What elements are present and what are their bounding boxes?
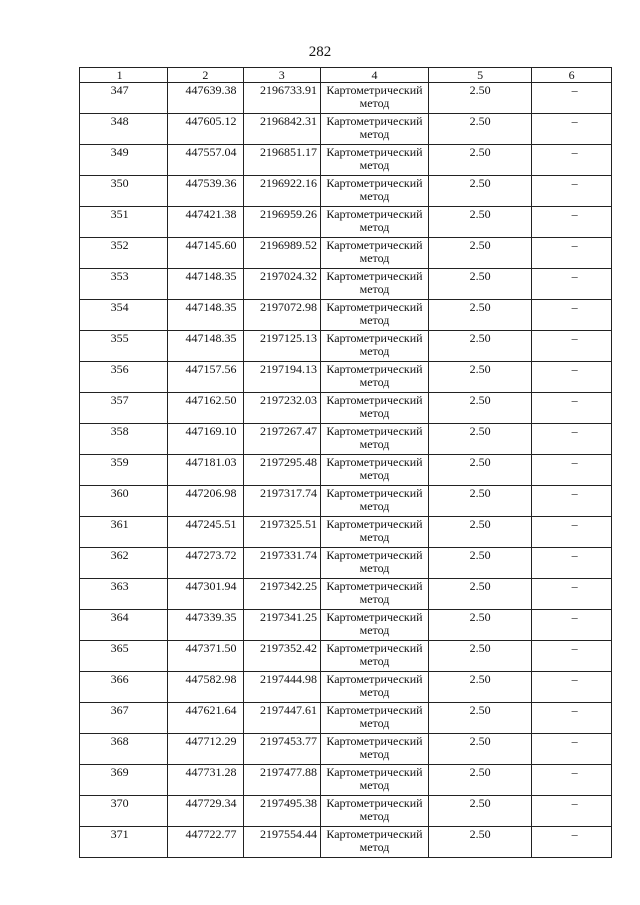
accuracy-value: 2.50 [428,703,531,734]
note-cell [532,207,612,238]
method-line-2: метод [359,158,390,172]
coord-y: 2197317.74 [243,486,320,517]
dash-mark: – [571,548,578,562]
coord-x: 447539.36 [168,176,243,207]
method-line-2: метод [359,685,390,699]
method-line-1: Картометрический [326,579,423,593]
method-line-1: Картометрический [326,548,423,562]
accuracy-value: 2.50 [428,362,531,393]
method-line-2: метод [359,127,390,141]
dash-mark: – [571,83,578,97]
method-cell [320,83,428,114]
method-line-1: Картометрический [326,827,423,841]
coord-x: 447206.98 [168,486,243,517]
point-number: 357 [80,393,168,424]
table-row [80,796,612,827]
method-line-1: Картометрический [326,331,423,345]
method-line-2: метод [359,189,390,203]
coord-y: 2197342.25 [243,579,320,610]
coord-x: 447148.35 [168,331,243,362]
method-cell [320,548,428,579]
method-line-1: Картометрический [326,486,423,500]
point-number: 370 [80,796,168,827]
point-number: 369 [80,765,168,796]
note-cell [532,734,612,765]
dash-mark: – [571,393,578,407]
dash-mark: – [571,176,578,190]
note-cell [532,672,612,703]
method-cell [320,331,428,362]
method-cell [320,176,428,207]
dash-mark: – [571,641,578,655]
method-cell [320,238,428,269]
dash-mark: – [571,362,578,376]
header-col-1: 1 [80,68,168,83]
note-cell [532,269,612,300]
coord-y: 2196842.31 [243,114,320,145]
coord-y: 2196989.52 [243,238,320,269]
point-number: 350 [80,176,168,207]
method-cell [320,765,428,796]
coord-x: 447148.35 [168,269,243,300]
coord-y: 2197495.38 [243,796,320,827]
accuracy-value: 2.50 [428,610,531,641]
table-row [80,393,612,424]
coord-y: 2197352.42 [243,641,320,672]
table-row [80,579,612,610]
method-cell [320,145,428,176]
accuracy-value: 2.50 [428,796,531,827]
table-body [80,83,612,858]
note-cell [532,703,612,734]
point-number: 347 [80,83,168,114]
coord-x: 447722.77 [168,827,243,858]
coord-x: 447557.04 [168,145,243,176]
table-row [80,517,612,548]
dash-mark: – [571,424,578,438]
method-line-2: метод [359,747,390,761]
coord-x: 447145.60 [168,238,243,269]
method-cell [320,455,428,486]
method-line-1: Картометрический [326,796,423,810]
dash-mark: – [571,734,578,748]
coord-x: 447731.28 [168,765,243,796]
accuracy-value: 2.50 [428,486,531,517]
header-col-3: 3 [243,68,320,83]
accuracy-value: 2.50 [428,331,531,362]
method-cell [320,393,428,424]
coord-y: 2197232.03 [243,393,320,424]
method-line-1: Картометрический [326,424,423,438]
dash-mark: – [571,579,578,593]
accuracy-value: 2.50 [428,176,531,207]
coord-y: 2196733.91 [243,83,320,114]
dash-mark: – [571,703,578,717]
method-line-1: Картометрический [326,734,423,748]
accuracy-value: 2.50 [428,393,531,424]
coord-y: 2197024.32 [243,269,320,300]
method-line-2: метод [359,251,390,265]
table-row [80,455,612,486]
coord-y: 2196851.17 [243,145,320,176]
method-line-2: метод [359,499,390,513]
table-row [80,176,612,207]
coord-y: 2197444.98 [243,672,320,703]
note-cell [532,548,612,579]
coord-y: 2197477.88 [243,765,320,796]
point-number: 348 [80,114,168,145]
method-line-1: Картометрический [326,300,423,314]
note-cell [532,114,612,145]
coord-x: 447729.34 [168,796,243,827]
method-line-2: метод [359,220,390,234]
method-cell [320,362,428,393]
method-line-2: метод [359,313,390,327]
table-header [80,68,612,83]
note-cell [532,610,612,641]
point-number: 359 [80,455,168,486]
accuracy-value: 2.50 [428,579,531,610]
table-row [80,300,612,331]
page-number: 282 [308,44,332,60]
accuracy-value: 2.50 [428,827,531,858]
table-row [80,610,612,641]
accuracy-value: 2.50 [428,517,531,548]
table-row [80,548,612,579]
note-cell [532,455,612,486]
note-cell [532,827,612,858]
point-number: 360 [80,486,168,517]
coord-y: 2196922.16 [243,176,320,207]
coord-y: 2197554.44 [243,827,320,858]
method-cell [320,703,428,734]
dash-mark: – [571,796,578,810]
coord-x: 447162.50 [168,393,243,424]
dash-mark: – [571,455,578,469]
coord-x: 447245.51 [168,517,243,548]
coord-x: 447582.98 [168,672,243,703]
coord-y: 2197295.48 [243,455,320,486]
header-col-6: 6 [532,68,612,83]
method-cell [320,672,428,703]
table-row [80,827,612,858]
point-number: 356 [80,362,168,393]
note-cell [532,641,612,672]
point-number: 368 [80,734,168,765]
point-number: 365 [80,641,168,672]
table-row [80,83,612,114]
header-col-4: 4 [320,68,428,83]
coord-y: 2197194.13 [243,362,320,393]
note-cell [532,238,612,269]
point-number: 362 [80,548,168,579]
accuracy-value: 2.50 [428,207,531,238]
table-row [80,672,612,703]
method-cell [320,424,428,455]
accuracy-value: 2.50 [428,455,531,486]
method-line-2: метод [359,344,390,358]
method-line-2: метод [359,623,390,637]
point-number: 352 [80,238,168,269]
accuracy-value: 2.50 [428,269,531,300]
dash-mark: – [571,765,578,779]
method-line-1: Картометрический [326,114,423,128]
point-number: 367 [80,703,168,734]
accuracy-value: 2.50 [428,548,531,579]
table-row [80,703,612,734]
point-number: 358 [80,424,168,455]
note-cell [532,300,612,331]
coord-x: 447301.94 [168,579,243,610]
method-line-1: Картометрический [326,517,423,531]
coord-y: 2196959.26 [243,207,320,238]
table-row [80,207,612,238]
method-line-1: Картометрический [326,83,423,97]
note-cell [532,765,612,796]
point-number: 363 [80,579,168,610]
point-number: 353 [80,269,168,300]
method-cell [320,300,428,331]
dash-mark: – [571,114,578,128]
method-line-2: метод [359,375,390,389]
method-line-2: метод [359,282,390,296]
dash-mark: – [571,672,578,686]
header-col-2: 2 [168,68,243,83]
table-row [80,114,612,145]
coord-y: 2197072.98 [243,300,320,331]
method-line-1: Картометрический [326,765,423,779]
coord-x: 447339.35 [168,610,243,641]
method-line-2: метод [359,809,390,823]
table-row [80,424,612,455]
table-row [80,734,612,765]
method-line-2: метод [359,716,390,730]
coord-x: 447639.38 [168,83,243,114]
method-line-2: метод [359,96,390,110]
note-cell [532,796,612,827]
method-line-1: Картометрический [326,269,423,283]
dash-mark: – [571,238,578,252]
method-line-1: Картометрический [326,641,423,655]
dash-mark: – [571,827,578,841]
method-cell [320,114,428,145]
method-line-1: Картометрический [326,393,423,407]
coord-y: 2197453.77 [243,734,320,765]
point-number: 351 [80,207,168,238]
coord-y: 2197331.74 [243,548,320,579]
note-cell [532,145,612,176]
method-line-1: Картометрический [326,145,423,159]
dash-mark: – [571,517,578,531]
method-cell [320,796,428,827]
accuracy-value: 2.50 [428,83,531,114]
method-line-2: метод [359,840,390,854]
dash-mark: – [571,486,578,500]
dash-mark: – [571,331,578,345]
table-row [80,641,612,672]
method-line-1: Картометрический [326,610,423,624]
dash-mark: – [571,269,578,283]
coord-x: 447169.10 [168,424,243,455]
table-row [80,269,612,300]
table-row [80,331,612,362]
note-cell [532,331,612,362]
coord-x: 447621.64 [168,703,243,734]
coord-y: 2197325.51 [243,517,320,548]
method-cell [320,486,428,517]
method-line-2: метод [359,468,390,482]
coord-y: 2197267.47 [243,424,320,455]
method-cell [320,269,428,300]
coord-y: 2197447.61 [243,703,320,734]
method-line-2: метод [359,406,390,420]
method-line-1: Картометрический [326,238,423,252]
accuracy-value: 2.50 [428,765,531,796]
accuracy-value: 2.50 [428,641,531,672]
table-row [80,486,612,517]
note-cell [532,579,612,610]
coord-x: 447371.50 [168,641,243,672]
accuracy-value: 2.50 [428,114,531,145]
note-cell [532,362,612,393]
note-cell [532,176,612,207]
method-line-1: Картометрический [326,455,423,469]
method-line-1: Картометрический [326,703,423,717]
table-row [80,362,612,393]
note-cell [532,424,612,455]
method-line-2: метод [359,778,390,792]
coord-x: 447148.35 [168,300,243,331]
accuracy-value: 2.50 [428,672,531,703]
point-number: 361 [80,517,168,548]
accuracy-value: 2.50 [428,238,531,269]
point-number: 349 [80,145,168,176]
table-row [80,238,612,269]
dash-mark: – [571,145,578,159]
note-cell [532,393,612,424]
accuracy-value: 2.50 [428,734,531,765]
method-line-1: Картометрический [326,176,423,190]
dash-mark: – [571,300,578,314]
coord-x: 447605.12 [168,114,243,145]
method-cell [320,517,428,548]
coord-x: 447712.29 [168,734,243,765]
note-cell [532,517,612,548]
method-line-2: метод [359,561,390,575]
table-row [80,765,612,796]
coord-x: 447421.38 [168,207,243,238]
point-number: 366 [80,672,168,703]
table-row [80,145,612,176]
method-cell [320,734,428,765]
point-number: 355 [80,331,168,362]
method-cell [320,207,428,238]
method-line-1: Картометрический [326,672,423,686]
dash-mark: – [571,610,578,624]
accuracy-value: 2.50 [428,300,531,331]
coord-x: 447273.72 [168,548,243,579]
coord-x: 447181.03 [168,455,243,486]
method-cell [320,827,428,858]
method-line-1: Картометрический [326,207,423,221]
accuracy-value: 2.50 [428,424,531,455]
method-cell [320,610,428,641]
header-col-5: 5 [428,68,531,83]
point-number: 364 [80,610,168,641]
coord-y: 2197341.25 [243,610,320,641]
point-number: 354 [80,300,168,331]
header-row [80,68,612,83]
method-line-2: метод [359,592,390,606]
method-line-2: метод [359,437,390,451]
note-cell [532,486,612,517]
method-line-2: метод [359,654,390,668]
method-line-1: Картометрический [326,362,423,376]
method-cell [320,641,428,672]
coord-x: 447157.56 [168,362,243,393]
accuracy-value: 2.50 [428,145,531,176]
coordinates-table [79,67,612,858]
coord-y: 2197125.13 [243,331,320,362]
method-cell [320,579,428,610]
note-cell [532,83,612,114]
point-number: 371 [80,827,168,858]
method-line-2: метод [359,530,390,544]
dash-mark: – [571,207,578,221]
